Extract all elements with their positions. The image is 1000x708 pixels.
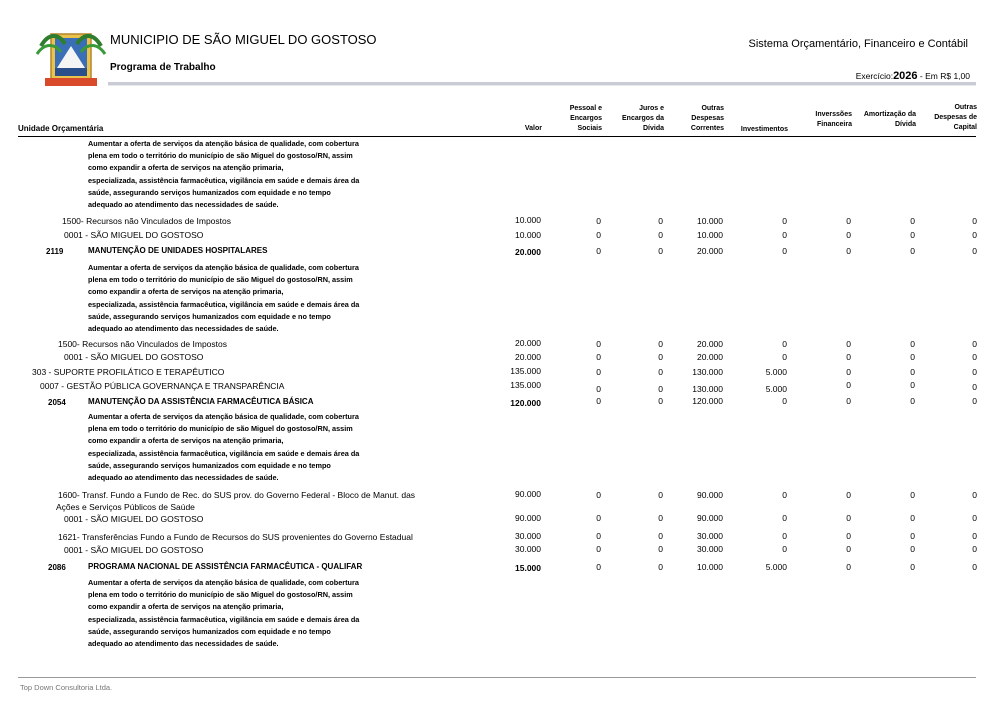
col-pessoal: Pessoal e Encargos Sociais xyxy=(569,105,602,132)
footer-divider xyxy=(18,677,976,678)
action-code: 2054 xyxy=(48,398,66,407)
column-header-divider xyxy=(18,136,976,137)
action-code: 2086 xyxy=(48,563,66,572)
action-code: 2119 xyxy=(46,247,64,256)
action-title: MANUTENÇÃO DE UNIDADES HOSPITALARES xyxy=(88,246,268,255)
table-row-label: 1621- Transferências Fundo a Fundo de Recursos do SUS provenientes do Governo Estadual xyxy=(58,532,413,542)
table-row-label: 0001 - SÃO MIGUEL DO GOSTOSO xyxy=(64,514,204,524)
action-title: MANUTENÇÃO DA ASSISTÊNCIA FARMACÊUTICA BÁSICA xyxy=(88,397,314,406)
col-outras-capital: Outras Despesas de Capital xyxy=(934,104,977,131)
exercise-info xyxy=(856,70,970,82)
table-row-label: 303 - SUPORTE PROFILÁTICO E TERAPÊUTICO xyxy=(32,367,225,377)
col-inversoes: Inverssões Financeira xyxy=(815,111,852,128)
col-outras-correntes: Outras Despesas Correntes xyxy=(690,105,724,132)
program-description: Aumentar a oferta de serviços da atenção básica de qualidade, com cobertura plena em todo o território do município de são Miguel do gostoso/RN, assim como expandir a oferta de serviços na atenção primaria, especializada, assistência farmacêutica, vigilância em saúde e demais área da saúde, assegurando serviços humanizados com equidade e no tempo adequado ao atendimento das necessidades de saúde. xyxy=(88,578,360,649)
currency-suffix: - Em R$ 1,00 xyxy=(919,71,970,81)
col-juros: Juros e Encargos da Dívida xyxy=(622,105,665,132)
col-unit: Unidade Orçamentária xyxy=(18,124,104,133)
header-divider-light xyxy=(108,85,976,86)
program-description: Aumentar a oferta de serviços da atenção básica de qualidade, com cobertura plena em todo o território do município de são Miguel do gostoso/RN, assim como expandir a oferta de serviços na atenção primaria, especializada, assistência farmacêutica, vigilância em saúde e demais área da saúde, assegurando serviços humanizados com equidade e no tempo adequado ao atendimento das necessidades de saúde. xyxy=(88,263,360,334)
action-title: PROGRAMA NACIONAL DE ASSISTÊNCIA FARMACÊUTICA - QUALIFAR xyxy=(88,562,363,571)
exercise-prefix: Exercício: xyxy=(855,71,894,81)
table-row-label-cont: Ações e Serviços Públicos de Saúde xyxy=(56,502,195,512)
exercise-year: 2026 xyxy=(893,70,918,82)
program-description: Aumentar a oferta de serviços da atenção básica de qualidade, com cobertura plena em todo o território do município de são Miguel do gostoso/RN, assim como expandir a oferta de serviços na atenção primaria, especializada, assistência farmacêutica, vigilância em saúde e demais área da saúde, assegurando serviços humanizados com equidade e no tempo adequado ao atendimento das necessidades de saúde. xyxy=(88,139,360,210)
table-row-label: 0001 - SÃO MIGUEL DO GOSTOSO xyxy=(64,230,204,240)
col-amortizacao: Amortização da Dívida xyxy=(863,111,916,128)
table-row-label: 0001 - SÃO MIGUEL DO GOSTOSO xyxy=(64,545,204,555)
municipality-name: MUNICIPIO DE SÃO MIGUEL DO GOSTOSO xyxy=(110,32,377,47)
table-row-label: 0007 - GESTÃO PÚBLICA GOVERNANÇA E TRANSPARÊNCIA xyxy=(40,381,285,391)
table-row-label: 0001 - SÃO MIGUEL DO GOSTOSO xyxy=(64,352,204,362)
table-row-label: 1500- Recursos não Vinculados de Impostos xyxy=(62,216,231,226)
col-valor: Valor xyxy=(524,125,542,132)
footer-company: Top Down Consultoria Ltda. xyxy=(20,683,113,692)
report-title: Programa de Trabalho xyxy=(110,62,216,73)
system-name: Sistema Orçamentário, Financeiro e Contábil xyxy=(748,38,968,50)
program-description: Aumentar a oferta de serviços da atenção básica de qualidade, com cobertura plena em todo o território do município de são Miguel do gostoso/RN, assim como expandir a oferta de serviços na atenção primaria, especializada, assistência farmacêutica, vigilância em saúde e demais área da saúde, assegurando serviços humanizados com equidade e no tempo adequado ao atendimento das necessidades de saúde. xyxy=(88,412,360,483)
col-investimentos: Investimentos xyxy=(740,126,788,133)
table-row-label: 1600- Transf. Fundo a Fundo de Rec. do SUS prov. do Governo Federal - Bloco de Manut. das xyxy=(58,490,416,500)
municipality-logo xyxy=(35,24,107,90)
table-row-label: 1500- Recursos não Vinculados de Impostos xyxy=(58,339,227,349)
